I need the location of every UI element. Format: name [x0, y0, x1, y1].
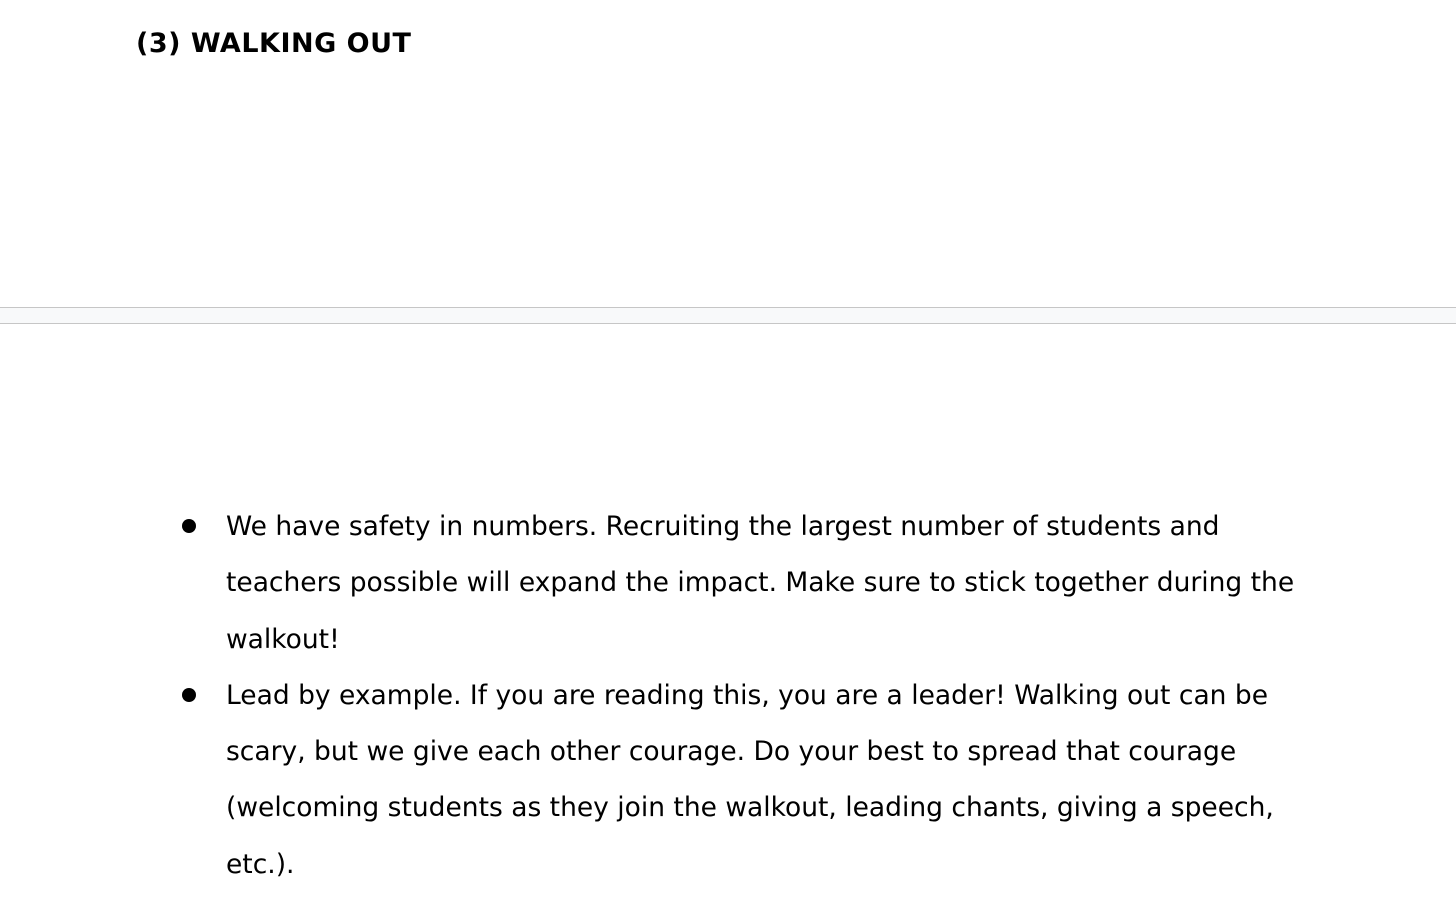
bullet-point-icon — [182, 519, 196, 533]
page-break — [0, 307, 1456, 324]
page-top — [0, 0, 1456, 307]
list-item-text: We have safety in numbers. Recruiting the largest number of students and teachers possible will expand the impact. Make sure to stick together during the walkout! — [226, 511, 1295, 655]
bullet-list — [0, 499, 1326, 893]
list-item — [0, 668, 1326, 893]
bullet-point-icon — [182, 688, 196, 702]
list-item — [0, 499, 1326, 668]
section-heading: (3) WALKING OUT — [136, 28, 412, 59]
list-item-text: Lead by example. If you are reading this, you are a leader! Walking out can be scary, but we give each other courage. Do your best to spread that courage (welcoming students as they join the walkout, leading chants, giving a speech, etc.). — [226, 679, 1274, 880]
